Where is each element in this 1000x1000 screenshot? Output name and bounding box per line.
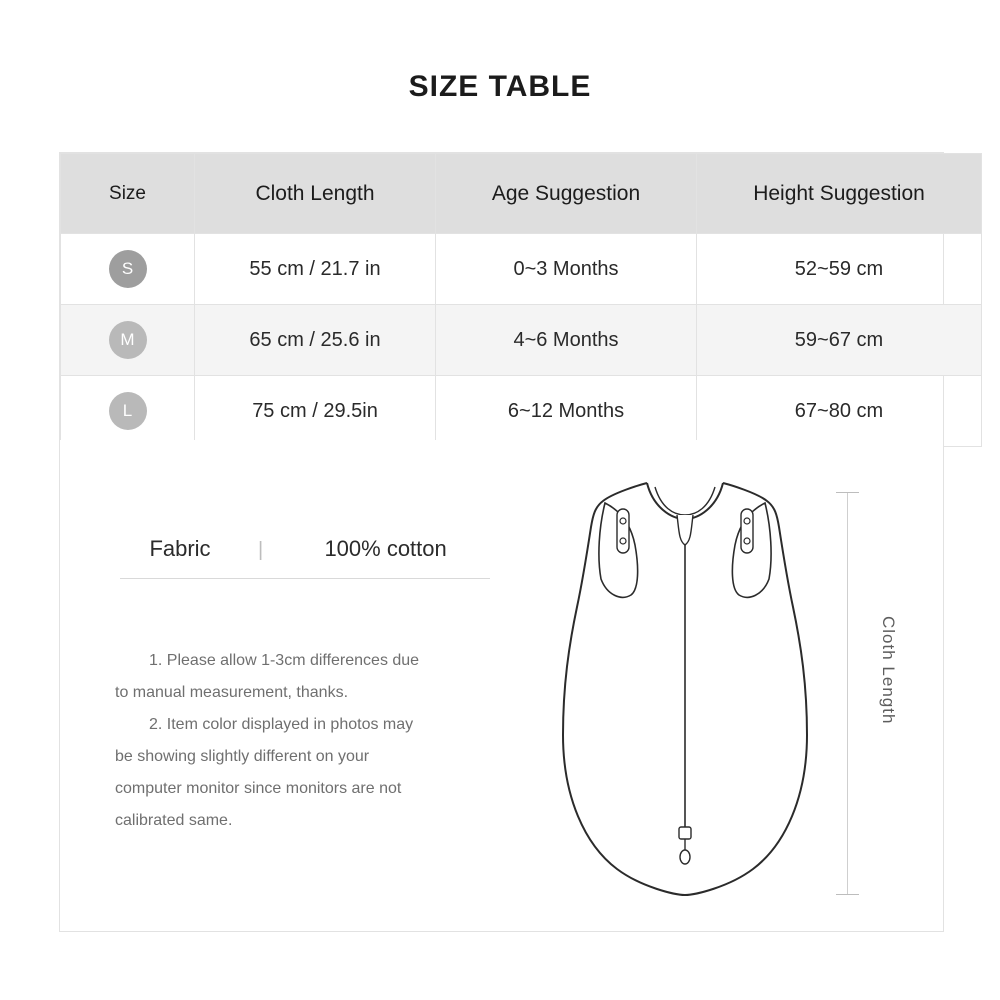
fabric-label: Fabric <box>149 536 211 561</box>
size-badge-m: M <box>109 321 147 359</box>
cell-height: 59~67 cm <box>697 305 982 376</box>
table-row <box>61 234 982 305</box>
note-line-2: to manual measurement, thanks. <box>115 684 349 701</box>
note-line-5: computer monitor since monitors are not <box>115 780 402 797</box>
table-header <box>61 154 982 234</box>
column-header-age-suggestion: Age Suggestion <box>436 154 697 234</box>
size-badge-l: L <box>109 392 147 430</box>
measure-label: Cloth Length <box>879 616 898 725</box>
cloth-length-measure <box>790 488 960 898</box>
cell-size <box>61 234 195 305</box>
cell-age: 4~6 Months <box>436 305 697 376</box>
measure-line <box>847 492 848 894</box>
note-line-6: calibrated same. <box>115 812 233 829</box>
measure-cap-top <box>836 492 859 493</box>
sleep-sack-illustration <box>555 475 815 905</box>
size-table <box>60 153 982 447</box>
cell-age: 6~12 Months <box>436 376 697 447</box>
table-row <box>61 305 982 376</box>
size-badge-s: S <box>109 250 147 288</box>
column-header-size: Size <box>61 154 195 234</box>
notes-block <box>115 645 535 837</box>
sleep-sack-icon <box>555 475 815 905</box>
fabric-value: 100% cotton <box>324 536 447 561</box>
cell-height: 67~80 cm <box>697 376 982 447</box>
fabric-separator: | <box>258 539 264 561</box>
cell-cloth-length: 55 cm / 21.7 in <box>195 234 436 305</box>
measure-cap-bottom <box>836 894 859 895</box>
details-panel <box>59 440 944 932</box>
cell-size <box>61 376 195 447</box>
cell-age: 0~3 Months <box>436 234 697 305</box>
cell-size <box>61 305 195 376</box>
table-row <box>61 376 982 447</box>
size-table-container <box>59 152 944 448</box>
column-header-height-suggestion: Height Suggestion <box>697 154 982 234</box>
page-title: SIZE TABLE <box>408 70 592 103</box>
fabric-row <box>120 536 490 579</box>
note-line-4: be showing slightly different on your <box>115 748 370 765</box>
note-line-1: 1. Please allow 1-3cm differences due <box>149 652 420 669</box>
table-header-row <box>61 154 982 234</box>
cell-cloth-length: 75 cm / 29.5in <box>195 376 436 447</box>
table-body <box>61 234 982 447</box>
column-header-cloth-length: Cloth Length <box>195 154 436 234</box>
cell-cloth-length: 65 cm / 25.6 in <box>195 305 436 376</box>
note-line-3: 2. Item color displayed in photos may <box>149 716 414 733</box>
cell-height: 52~59 cm <box>697 234 982 305</box>
